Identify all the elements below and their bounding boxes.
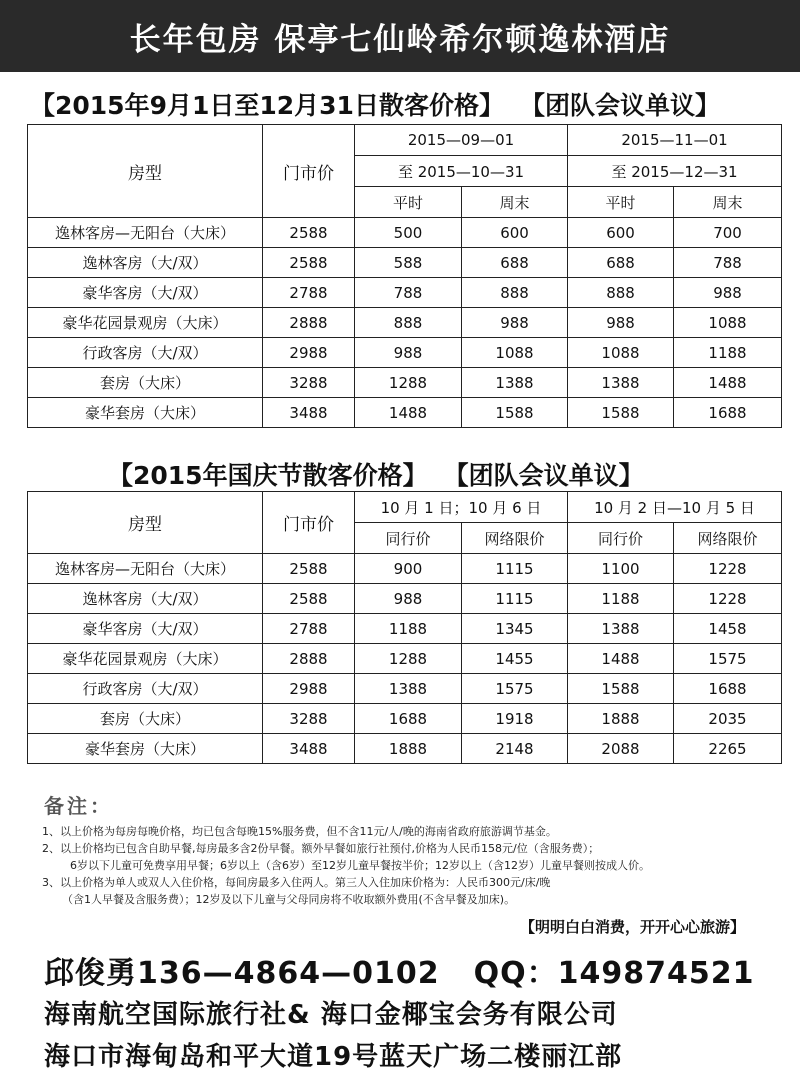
- header-room-type: 房型: [28, 492, 263, 554]
- header-sub: 平时: [355, 187, 462, 218]
- price-cell: 1488: [355, 398, 462, 428]
- contact-qq: QQ：149874521: [473, 956, 755, 991]
- table-row: [28, 734, 782, 764]
- price-cell: 1100: [568, 554, 674, 584]
- note-line: 3、以上价格为单人或双人入住价格，每间房最多入住两人。第三人入住加床价格为：人民币300元/床/晚: [42, 876, 551, 889]
- table-row: [28, 218, 782, 248]
- rack-rate-cell: 2788: [263, 614, 355, 644]
- rack-rate-cell: 2888: [263, 644, 355, 674]
- price-cell: 1388: [568, 368, 674, 398]
- price-cell: 1288: [355, 644, 462, 674]
- price-cell: 2088: [568, 734, 674, 764]
- price-cell: 1115: [462, 584, 568, 614]
- price-cell: 1288: [355, 368, 462, 398]
- price-cell: 988: [462, 308, 568, 338]
- price-cell: 988: [568, 308, 674, 338]
- header-sub: 同行价: [568, 523, 674, 554]
- rack-rate-cell: 3288: [263, 368, 355, 398]
- contact-name-phone: 邱俊勇136—4864—0102: [44, 956, 440, 991]
- table-row: [28, 554, 782, 584]
- room-type-cell: 豪华花园景观房（大床）: [28, 308, 263, 338]
- section2-title: [108, 456, 800, 492]
- room-type-cell: 套房（大床）: [28, 704, 263, 734]
- price-cell: 1488: [568, 644, 674, 674]
- table-row: [28, 614, 782, 644]
- price-cell: 1115: [462, 554, 568, 584]
- price-cell: 1188: [568, 584, 674, 614]
- table-row: [28, 248, 782, 278]
- section2-title-group: 【团队会议单议】: [443, 461, 644, 490]
- price-cell: 988: [355, 338, 462, 368]
- price-cell: 1688: [355, 704, 462, 734]
- price-cell: 688: [568, 248, 674, 278]
- table-row: [28, 338, 782, 368]
- price-cell: 1488: [674, 368, 782, 398]
- note-line: （含1人早餐及含服务费）；12岁及以下儿童与父母同房将不收取额外费用(不含早餐及加床)。: [62, 893, 516, 906]
- header-sub: 同行价: [355, 523, 462, 554]
- price-cell: 1088: [674, 308, 782, 338]
- price-cell: 888: [462, 278, 568, 308]
- header-rack-rate: 门市价: [263, 125, 355, 218]
- price-cell: 888: [355, 308, 462, 338]
- slogan: 【明明白白消费，开开心心旅游】: [519, 918, 745, 936]
- price-cell: 1188: [674, 338, 782, 368]
- room-type-cell: 逸林客房—无阳台（大床）: [28, 218, 263, 248]
- price-cell: 1228: [674, 584, 782, 614]
- price-cell: 1455: [462, 644, 568, 674]
- price-cell: 1388: [568, 614, 674, 644]
- price-cell: 1918: [462, 704, 568, 734]
- price-cell: 600: [462, 218, 568, 248]
- price-cell: 1588: [462, 398, 568, 428]
- price-cell: 900: [355, 554, 462, 584]
- room-type-cell: 豪华客房（大/双）: [28, 278, 263, 308]
- note-line: 6岁以下儿童可免费享用早餐；6岁以上（含6岁）至12岁儿童早餐按半价；12岁以上（含12岁）儿童早餐则按成人价。: [70, 859, 650, 872]
- price-cell: 600: [568, 218, 674, 248]
- header-sub: 周末: [674, 187, 782, 218]
- rack-rate-cell: 3488: [263, 398, 355, 428]
- price-cell: 1688: [674, 398, 782, 428]
- room-type-cell: 行政客房（大/双）: [28, 674, 263, 704]
- price-cell: 2035: [674, 704, 782, 734]
- price-cell: 788: [674, 248, 782, 278]
- rack-rate-cell: 2988: [263, 674, 355, 704]
- table-row: [28, 644, 782, 674]
- price-cell: 700: [674, 218, 782, 248]
- header-room-type: 房型: [28, 125, 263, 218]
- price-cell: 2265: [674, 734, 782, 764]
- price-cell: 888: [568, 278, 674, 308]
- price-cell: 2148: [462, 734, 568, 764]
- price-cell: 1888: [568, 704, 674, 734]
- rack-rate-cell: 2888: [263, 308, 355, 338]
- table-row: [28, 584, 782, 614]
- header-banner: 长年包房 保亭七仙岭希尔顿逸林酒店: [0, 0, 800, 72]
- notes-title: 备注：: [44, 794, 113, 818]
- header-period1: 10 月 1 日；10 月 6 日: [355, 492, 568, 523]
- price-cell: 1088: [568, 338, 674, 368]
- room-type-cell: 豪华套房（大床）: [28, 734, 263, 764]
- price-cell: 688: [462, 248, 568, 278]
- header-rack-rate: 门市价: [263, 492, 355, 554]
- header-sub: 网络限价: [462, 523, 568, 554]
- contact-line: [44, 948, 755, 992]
- section1-title: [30, 86, 790, 122]
- room-type-cell: 逸林客房（大/双）: [28, 584, 263, 614]
- header-sub: 平时: [568, 187, 674, 218]
- note-line: 1、以上价格为每房每晚价格，均已包含每晚15%服务费，但不含11元/人/晚的海南省政府旅游调节基金。: [42, 825, 557, 838]
- company-name: 海南航空国际旅行社& 海口金椰宝会务有限公司: [44, 1000, 618, 1030]
- table-row: [28, 308, 782, 338]
- price-cell: 500: [355, 218, 462, 248]
- room-type-cell: 豪华花园景观房（大床）: [28, 644, 263, 674]
- table-row: [28, 674, 782, 704]
- price-cell: 1588: [568, 674, 674, 704]
- room-type-cell: 逸林客房（大/双）: [28, 248, 263, 278]
- price-table-regular: [27, 124, 782, 428]
- note-line: 2、以上价格均已包含自助早餐,每房最多含2份早餐。额外早餐如旅行社预付,价格为人民币158元/位（含服务费）；: [42, 842, 600, 855]
- section1-title-group: 【团队会议单议】: [519, 91, 720, 120]
- table-row: [28, 278, 782, 308]
- price-cell: 1458: [674, 614, 782, 644]
- header-period2-start: 2015—11—01: [568, 125, 782, 156]
- notes-list: [42, 823, 782, 908]
- price-cell: 788: [355, 278, 462, 308]
- price-cell: 1575: [674, 644, 782, 674]
- rack-rate-cell: 2788: [263, 278, 355, 308]
- price-cell: 1888: [355, 734, 462, 764]
- rack-rate-cell: 3488: [263, 734, 355, 764]
- header-sub: 周末: [462, 187, 568, 218]
- room-type-cell: 豪华套房（大床）: [28, 398, 263, 428]
- price-cell: 1388: [355, 674, 462, 704]
- header-period1-start: 2015—09—01: [355, 125, 568, 156]
- table-row: [28, 368, 782, 398]
- table-row: [28, 398, 782, 428]
- price-cell: 988: [355, 584, 462, 614]
- price-cell: 588: [355, 248, 462, 278]
- company-address: 海口市海甸岛和平大道19号蓝天广场二楼丽江部: [44, 1042, 623, 1072]
- room-type-cell: 行政客房（大/双）: [28, 338, 263, 368]
- price-cell: 1388: [462, 368, 568, 398]
- header-period1-end: 至 2015—10—31: [355, 156, 568, 187]
- room-type-cell: 套房（大床）: [28, 368, 263, 398]
- header-period2: 10 月 2 日—10 月 5 日: [568, 492, 782, 523]
- price-cell: 1688: [674, 674, 782, 704]
- room-type-cell: 豪华客房（大/双）: [28, 614, 263, 644]
- rack-rate-cell: 2588: [263, 248, 355, 278]
- rack-rate-cell: 2588: [263, 554, 355, 584]
- table-row: [28, 704, 782, 734]
- section2-title-main: 【2015年国庆节散客价格】: [108, 461, 428, 490]
- section1-title-main: 【2015年9月1日至12月31日散客价格】: [30, 91, 504, 120]
- price-cell: 1188: [355, 614, 462, 644]
- price-cell: 1088: [462, 338, 568, 368]
- header-period2-end: 至 2015—12—31: [568, 156, 782, 187]
- price-cell: 1575: [462, 674, 568, 704]
- rack-rate-cell: 2988: [263, 338, 355, 368]
- price-cell: 1228: [674, 554, 782, 584]
- price-table-national-day: [27, 491, 782, 764]
- price-cell: 1588: [568, 398, 674, 428]
- price-cell: 988: [674, 278, 782, 308]
- room-type-cell: 逸林客房—无阳台（大床）: [28, 554, 263, 584]
- rack-rate-cell: 2588: [263, 218, 355, 248]
- rack-rate-cell: 2588: [263, 584, 355, 614]
- price-cell: 1345: [462, 614, 568, 644]
- header-sub: 网络限价: [674, 523, 782, 554]
- rack-rate-cell: 3288: [263, 704, 355, 734]
